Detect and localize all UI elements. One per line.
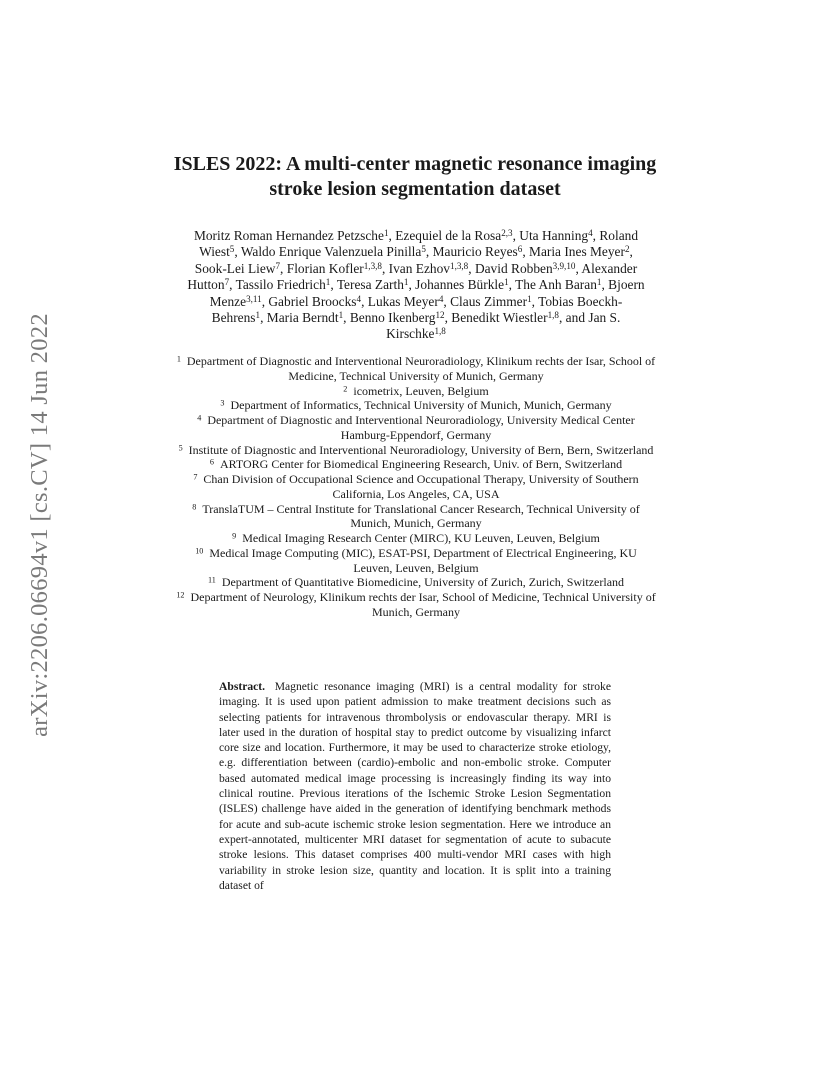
author-name: David Robben: [474, 260, 553, 276]
author-affiliation-marker: 1,8: [547, 309, 559, 320]
author-affiliation-marker: 1: [383, 227, 389, 238]
author-name: Maria Ines Meyer: [529, 244, 625, 260]
author-affiliation-marker: 2,3: [501, 227, 513, 238]
author: [515, 277, 601, 292]
author: [194, 228, 389, 243]
affiliation-text: Department of Informatics, Technical University of Munich, Munich, Germany: [230, 398, 612, 413]
author-affiliation-marker: 1: [255, 309, 261, 320]
author-affiliation-marker: 5: [229, 244, 235, 255]
affiliation-number: 4: [197, 413, 202, 423]
author: [287, 261, 382, 276]
affiliation: [176, 443, 656, 458]
affiliation-number: 10: [195, 546, 204, 556]
author-name: Maria Berndt: [266, 310, 339, 326]
author-name: Lukas Meyer: [367, 293, 439, 309]
author-name: Roland Wiest: [199, 228, 639, 260]
affiliation-text: TranslaTUM – Central Institute for Translational Cancer Research, Technical University of Munich, Munich, Germany: [202, 501, 640, 531]
author-name: Claus Zimmer: [450, 293, 528, 309]
affiliation: [176, 354, 656, 384]
author-name: Florian Kofler: [286, 260, 364, 276]
affiliation: [176, 398, 656, 413]
affiliation-number: 11: [207, 575, 216, 585]
affiliation-number: 3: [220, 398, 225, 408]
author-affiliation-marker: 1: [325, 277, 331, 288]
author: [395, 228, 512, 243]
author: [195, 261, 280, 276]
author-affiliation-marker: 4: [438, 293, 444, 304]
author-affiliation-marker: 5: [421, 244, 426, 255]
affiliation-list: [176, 354, 656, 620]
author-affiliation-marker: 4: [356, 293, 362, 304]
author: [529, 244, 630, 259]
affiliation-text: Institute of Diagnostic and Interventional Neuroradiology, University of Bern, Bern, Switzerland: [188, 442, 654, 457]
affiliation-text: Department of Quantitative Biomedicine, University of Zurich, Zurich, Switzerland: [221, 575, 625, 590]
author-name: Ezequiel de la Rosa: [395, 228, 502, 243]
affiliation-text: Department of Diagnostic and Interventional Neuroradiology, University Medical Center Hamburg-Eppendorf, Germany: [207, 413, 635, 442]
author: [337, 277, 409, 292]
author-affiliation-marker: 3,11: [246, 293, 262, 304]
affiliation: [176, 531, 656, 546]
author-affiliation-marker: 1,3,8: [450, 260, 469, 271]
author-affiliation-marker: 1: [596, 277, 602, 288]
paper-title: ISLES 2022: A multi-center magnetic resonance imaging stroke lesion segmentation dataset: [173, 153, 657, 200]
affiliation-number: 9: [232, 531, 237, 541]
affiliation: [176, 590, 656, 620]
affiliation-text: icometrix, Leuven, Belgium: [353, 383, 489, 398]
author: [415, 277, 508, 292]
author-name: Teresa Zarth: [336, 277, 404, 293]
author-name: Tobias Boeckh-Behrens: [211, 293, 623, 326]
author: [433, 244, 523, 259]
affiliation-number: 1: [176, 354, 181, 364]
author: [368, 294, 444, 309]
author-name: Alexander Hutton: [187, 260, 638, 293]
author-affiliation-marker: 7: [224, 277, 230, 288]
author: [451, 310, 559, 325]
abstract-text: Magnetic resonance imaging (MRI) is a central modality for stroke imaging. It is used upon patient admission to make treatment decisions such as selecting patients for intravenous thrombolysis or endovascular therapy. MRI is later used in the duration of hospital stay to predict outcome by visualizing infarct core size and location. Furthermore, it may be used to characterize stroke etiology, e.g. differentiation between (cardio)-embolic and non-embolic stroke. Computer based automated medical image processing is increasingly finding its way into clinical routine. Previous iterations of the Ischemic Stroke Lesion Segmentation (ISLES) challenge have aided in the generation of identifying benchmark methods for acute and sub-acute ischemic stroke lesion segmentation. Here we introduce an expert-annotated, multicenter MRI dataset for segmentation of acute to subacute stroke lesions. This dataset comprises 400 multi-vendor MRI cases with high variability in stroke lesion size, quantity and location. It is split into a training dataset of: [219, 680, 611, 892]
abstract: [219, 679, 611, 893]
author-name: Ivan Ezhov: [388, 260, 451, 276]
author: [389, 261, 469, 276]
author: [475, 261, 576, 276]
author-affiliation-marker: 1: [338, 309, 344, 320]
affiliation: [176, 384, 656, 399]
author-affiliation-marker: 3,9,10: [552, 260, 576, 271]
author: [350, 310, 445, 325]
author-name: Bjoern Menze: [209, 277, 645, 309]
author-name: Uta Hanning: [519, 228, 589, 243]
author-affiliation-marker: 1: [527, 293, 532, 304]
author-name: Benno Ikenberg: [349, 310, 436, 326]
author-name: Benedikt Wiestler: [451, 310, 548, 326]
author-name: Jan S. Kirschke: [386, 310, 621, 342]
affiliation: [176, 472, 656, 502]
author-affiliation-marker: 1,8: [434, 326, 446, 337]
affiliation: [176, 413, 656, 443]
author-name: Gabriel Broocks: [268, 293, 357, 309]
author-name: Moritz Roman Hernandez Petzsche: [193, 228, 384, 243]
author-affiliation-marker: 7: [275, 260, 281, 271]
affiliation-number: 6: [209, 457, 214, 467]
author-name: Tassilo Friedrich: [235, 277, 326, 293]
author-name: Mauricio Reyes: [432, 244, 518, 260]
author-name: Waldo Enrique Valenzuela Pinilla: [240, 244, 422, 260]
affiliation-number: 7: [193, 472, 198, 482]
author-affiliation-marker: 1,3,8: [363, 260, 382, 271]
affiliation-text: Medical Imaging Research Center (MIRC), KU Leuven, Leuven, Belgium: [242, 531, 600, 545]
affiliation: [176, 575, 656, 590]
author: [267, 310, 343, 325]
affiliation-number: 2: [343, 383, 348, 393]
author-name: Sook-Lei Liew: [194, 260, 276, 276]
author-name: Johannes Bürkle: [415, 277, 505, 293]
author-affiliation-marker: 1: [504, 277, 509, 288]
author-name: The Anh Baran: [515, 277, 597, 293]
affiliation-text: Medical Image Computing (MIC), ESAT-PSI, Department of Electrical Engineering, KU Leuven, Leuven, Belgium: [209, 545, 637, 575]
arxiv-identifier: [20, 290, 60, 760]
author: [450, 294, 532, 309]
author-affiliation-marker: 4: [588, 227, 593, 238]
author-affiliation-marker: 1: [403, 277, 409, 288]
author-affiliation-marker: 6: [517, 244, 523, 255]
affiliation: [176, 546, 656, 576]
author-affiliation-marker: 2: [624, 244, 630, 255]
affiliation-text: Department of Diagnostic and Interventional Neuroradiology, Klinikum rechts der Isar, School of Medicine, Technical University of Munich, Germany: [186, 354, 656, 383]
author-list: Moritz Roman Hernandez Petzsche$^1$, Ezequiel de la Rosa$^{2,3}$, Uta Hanning$^4$, Roland Wiest$^5$, Waldo Enrique Valenzuela Pinilla$^5$, Mauricio Reyes$^6$, Maria Ines Meyer$^2$, Sook-Lei Liew$^7$, Florian Kofler$^{1,3,8}$, Ivan Ezhov$^{1,3,8}$, David Robben$^{3,9,10}$, Alexander Hutton$^7$, Tassilo Friedrich$^1$, Teresa Zarth$^1$, Johannes Bürkle$^1$, The Anh Baran$^1$, Bjoern Menze$^{3,11}$, Gabriel Broocks$^4$, Lukas Meyer$^4$, Claus Zimmer$^1$, Tobias Boeckh-Behrens$^1$, Maria Berndt$^1$, Benno Ikenberg$^{12}$, Benedikt Wiestler$^{1,8}$, and Jan S. Kirschke$^{1,8}$: [187, 227, 645, 342]
abstract-label: Abstract.: [219, 680, 266, 693]
author: [268, 294, 361, 309]
author: [519, 228, 592, 243]
affiliation-text: Department of Neurology, Klinikum rechts der Isar, School of Medicine, Technical University of Munich, Germany: [190, 590, 656, 619]
affiliation-text: Chan Division of Occupational Science and Occupational Therapy, University of Southern California, Los Angeles, CA, USA: [203, 472, 639, 501]
affiliation-number: 12: [176, 590, 185, 600]
affiliation-number: 5: [178, 442, 183, 452]
affiliation-text: ARTORG Center for Biomedical Engineering Research, Univ. of Bern, Switzerland: [219, 457, 623, 472]
author-affiliation-marker: 12: [435, 309, 445, 320]
arxiv-identifier-text: arXiv:2206.06694v1 [cs.CV] 14 Jun 2022: [26, 313, 53, 737]
author: [241, 244, 426, 259]
affiliation: [176, 457, 656, 472]
affiliation: [176, 502, 656, 532]
author: [236, 277, 331, 292]
affiliation-number: 8: [192, 501, 197, 511]
